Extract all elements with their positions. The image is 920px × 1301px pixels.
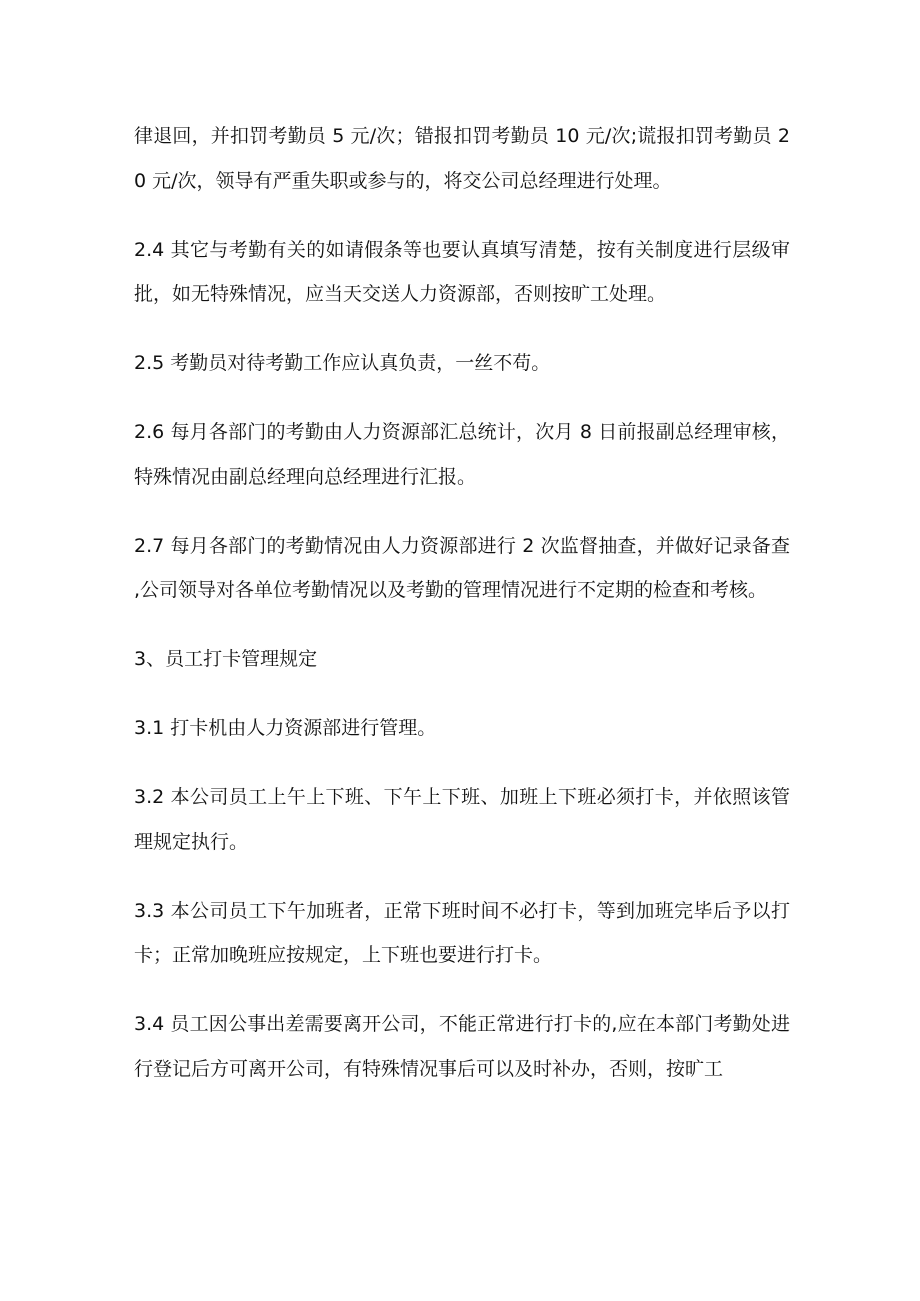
paragraph-2-4: 2.4 其它与考勤有关的如请假条等也要认真填写清楚，按有关制度进行层级审批，如无特殊情况，应当天交送人力资源部，否则按旷工处理。 <box>134 238 790 305</box>
paragraph-2-7: 2.7 每月各部门的考勤情况由人力资源部进行 2 次监督抽查，并做好记录备查 ,公司领导对各单位考勤情况以及考勤的管理情况进行不定期的检查和考核。 <box>134 534 790 601</box>
paragraph-3-3: 3.3 本公司员工下午加班者，正常下班时间不必打卡，等到加班完毕后予以打卡；正常加晚班应按规定，上下班也要进行打卡。 <box>134 899 790 966</box>
paragraph-2-6: 2.6 每月各部门的考勤由人力资源部汇总统计，次月 8 日前报副总经理审核，特殊情况由副总经理向总经理进行汇报。 <box>134 421 790 488</box>
document-body <box>134 114 790 1116</box>
paragraph-2-5: 2.5 考勤员对待考勤工作应认真负责，一丝不苟。 <box>134 352 551 374</box>
paragraph-penalty-continuation: 律退回，并扣罚考勤员 5 元/次；错报扣罚考勤员 10 元/次;谎报扣罚考勤员 20 元/次，领导有严重失职或参与的，将交公司总经理进行处理。 <box>134 125 790 192</box>
paragraph-3-4: 3.4 员工因公事出差需要离开公司，不能正常进行打卡的,应在本部门考勤处进行登记后方可离开公司，有特殊情况事后可以及时补办，否则，按旷工 <box>134 1013 790 1080</box>
paragraph-3-1: 3.1 打卡机由人力资源部进行管理。 <box>134 717 437 739</box>
section-heading-3: 3、员工打卡管理规定 <box>134 648 318 670</box>
paragraph-3-2: 3.2 本公司员工上午上下班、下午上下班、加班上下班必须打卡，并依照该管理规定执行。 <box>134 786 790 853</box>
